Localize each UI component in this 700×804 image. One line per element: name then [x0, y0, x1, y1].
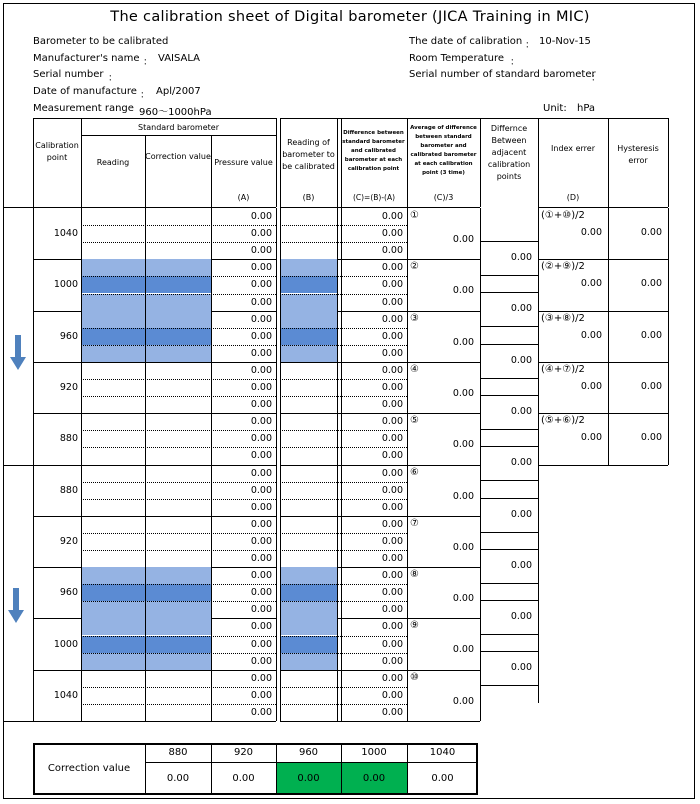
shaded-cell	[280, 653, 337, 670]
grid-line	[280, 208, 281, 721]
difference-value: 0.00	[381, 296, 403, 308]
shaded-cell	[81, 653, 211, 670]
adjacent-value: 0.00	[510, 354, 532, 366]
grid-line	[337, 118, 338, 207]
index-formula: (③+⑧)/2	[541, 312, 585, 324]
pressure-value: 0.00	[250, 228, 272, 240]
shaded-cell	[280, 584, 337, 601]
calibration-point: 1040	[53, 689, 78, 701]
room-temp-sep: ：	[510, 57, 520, 68]
index-error-value: 0.00	[580, 432, 602, 444]
correction-value: 0.00	[362, 773, 386, 784]
calibration-point: 920	[59, 382, 78, 393]
shaded-cell	[81, 276, 211, 293]
pressure-value: 0.00	[250, 672, 272, 684]
std-serial-label: Serial number of standard barometer	[409, 69, 596, 80]
grid-line	[538, 118, 539, 207]
serial-sep: ：	[108, 73, 118, 84]
unit-value: hPa	[577, 103, 596, 114]
pressure-value: 0.00	[250, 279, 272, 291]
pressure-value: 0.00	[250, 706, 272, 718]
grid-line	[145, 135, 146, 207]
grid-line	[480, 241, 538, 242]
grid-line	[480, 275, 538, 276]
calibration-point: 1040	[53, 228, 78, 240]
grid-line	[480, 326, 538, 327]
pressure-value: 0.00	[250, 604, 272, 616]
adjacent-value: 0.00	[510, 252, 532, 263]
difference-value: 0.00	[381, 587, 403, 599]
grid-line	[211, 135, 212, 207]
grid-line	[538, 259, 668, 260]
difference-value: 0.00	[381, 553, 403, 564]
hdr-difference: Difference between standard barometer and calibrated barometer at each calibration point	[342, 130, 405, 172]
adjacent-value: 0.00	[510, 611, 532, 623]
grid-line	[538, 413, 668, 414]
grid-line	[145, 762, 478, 763]
grid-line	[480, 118, 481, 207]
circle-number: ①	[410, 210, 419, 221]
pressure-value: 0.00	[250, 570, 272, 582]
correction-point: 1040	[429, 747, 456, 758]
average-value: 0.00	[452, 336, 474, 348]
manufacturer-sep: ：	[143, 57, 153, 68]
index-error-value: 0.00	[580, 278, 602, 290]
correction-point: 880	[168, 747, 188, 758]
pressure-value: 0.00	[250, 535, 272, 547]
circle-number: ⑥	[410, 466, 419, 478]
grid-line	[81, 135, 276, 136]
grid-line	[480, 446, 538, 447]
average-value: 0.00	[452, 644, 474, 656]
room-temp-label: Room Temperature	[409, 53, 504, 64]
pressure-value: 0.00	[250, 587, 272, 599]
grid-line	[33, 118, 34, 207]
cal-date-value: 10-Nov-15	[539, 36, 591, 47]
shaded-cell	[280, 311, 337, 328]
shaded-cell	[280, 328, 337, 345]
hdr-pressure-value: Pressure value	[214, 158, 273, 167]
pressure-value: 0.00	[250, 621, 272, 633]
grid-line	[480, 549, 538, 550]
difference-value: 0.00	[381, 382, 403, 393]
adjacent-value: 0.00	[510, 457, 532, 469]
average-value: 0.00	[452, 387, 474, 399]
difference-value: 0.00	[381, 416, 403, 428]
calibration-point: 920	[59, 535, 78, 547]
pressure-value: 0.00	[250, 450, 272, 462]
calibration-point: 1000	[53, 638, 78, 650]
index-formula: (②+⑨)/2	[541, 261, 585, 273]
hysteresis-value: 0.00	[640, 329, 662, 341]
pressure-value: 0.00	[250, 467, 272, 479]
difference-value: 0.00	[381, 245, 403, 257]
hdr-correction-value: Correction value	[145, 152, 211, 161]
manufacture-date-sep: ：	[140, 90, 150, 101]
difference-value: 0.00	[381, 433, 403, 445]
hdr-standard-barometer: Standard barometer	[138, 123, 219, 132]
cal-date-sep: ：	[525, 40, 535, 51]
tag-c: (C)=(B)-(A)	[352, 193, 396, 202]
grid-line	[608, 118, 609, 207]
std-serial-sep: ：	[591, 73, 601, 84]
difference-value: 0.00	[381, 313, 403, 325]
shaded-cell	[280, 276, 337, 293]
manufacture-date-value: Apl/2007	[156, 86, 201, 97]
shaded-cell	[81, 584, 211, 601]
serial-label: Serial number	[33, 69, 104, 80]
correction-value: 0.00	[166, 773, 190, 784]
difference-value: 0.00	[381, 518, 403, 530]
difference-value: 0.00	[381, 467, 403, 479]
pressure-value: 0.00	[250, 211, 272, 222]
grid-line	[341, 208, 342, 721]
hysteresis-value: 0.00	[640, 278, 662, 290]
adjacent-value: 0.00	[510, 405, 532, 417]
shaded-cell	[280, 567, 337, 584]
circle-number: ⑩	[410, 671, 419, 683]
grid-line	[538, 465, 668, 466]
index-formula: (④+⑦)/2	[541, 363, 585, 375]
grid-line	[280, 118, 281, 207]
grid-line	[480, 583, 538, 584]
difference-value: 0.00	[381, 211, 403, 222]
grid-line	[280, 118, 668, 119]
difference-value: 0.00	[381, 604, 403, 616]
pressure-value: 0.00	[250, 262, 272, 274]
grid-line	[341, 118, 342, 207]
calibration-point: 960	[59, 330, 78, 342]
hdr-hysteresis: Hysteresis error	[617, 144, 659, 165]
pressure-value: 0.00	[250, 364, 272, 376]
circle-number: ②	[410, 261, 419, 273]
pressure-value: 0.00	[250, 484, 272, 496]
range-label: Measurement range	[33, 103, 134, 114]
calibration-point: 880	[59, 433, 78, 445]
circle-number: ⑨	[410, 620, 419, 632]
difference-value: 0.00	[381, 570, 403, 582]
pressure-value: 0.00	[250, 330, 272, 342]
hdr-index-error: Index errer	[551, 144, 595, 153]
adjacent-value: 0.00	[510, 662, 532, 674]
pressure-value: 0.00	[250, 433, 272, 445]
pressure-value: 0.00	[250, 638, 272, 650]
shaded-cell	[81, 294, 211, 311]
grid-line	[668, 208, 669, 465]
correction-value: 0.00	[297, 773, 320, 784]
pressure-value: 0.00	[250, 655, 272, 667]
grid-line	[480, 480, 538, 481]
grid-line	[480, 429, 538, 430]
average-value: 0.00	[452, 593, 474, 605]
hdr-reading: Reading	[96, 158, 130, 167]
grid-line	[407, 208, 408, 721]
correction-point: 920	[233, 747, 254, 758]
difference-value: 0.00	[381, 330, 403, 342]
shaded-cell	[81, 636, 211, 653]
shaded-cell	[81, 601, 211, 618]
difference-value: 0.00	[381, 672, 403, 684]
grid-line	[276, 208, 277, 721]
grid-line	[538, 362, 668, 363]
grid-line	[480, 344, 538, 345]
hdr-reading-cal: Reading of barometer to be calibrated	[282, 138, 335, 171]
shaded-cell	[280, 618, 337, 635]
difference-value: 0.00	[381, 689, 403, 701]
tag-c3: (C)/3	[433, 193, 454, 202]
grid-line	[668, 118, 669, 207]
shaded-cell	[280, 636, 337, 653]
adjacent-value: 0.00	[510, 303, 532, 315]
grid-line	[480, 378, 538, 379]
pressure-value: 0.00	[250, 416, 272, 428]
hysteresis-value: 0.00	[640, 380, 662, 392]
circle-number: ④	[410, 363, 419, 375]
grid-line	[480, 498, 538, 499]
grid-line	[33, 208, 34, 721]
circle-number: ⑧	[410, 569, 419, 581]
cal-date-label: The date of calibration	[409, 36, 523, 47]
shaded-cell	[81, 567, 211, 584]
average-value: 0.00	[452, 439, 474, 451]
pressure-value: 0.00	[250, 501, 272, 513]
grid-line	[3, 721, 276, 722]
pressure-value: 0.00	[250, 553, 272, 564]
calibration-point: 880	[59, 484, 78, 496]
shaded-cell	[81, 345, 211, 362]
grid-line	[276, 118, 277, 207]
average-value: 0.00	[452, 234, 474, 246]
pressure-value: 0.00	[250, 296, 272, 308]
shaded-cell	[280, 601, 337, 618]
adjacent-value: 0.00	[510, 508, 532, 520]
grid-line	[81, 118, 82, 207]
manufacture-date-label: Date of manufacture	[33, 86, 137, 97]
grid-line	[3, 207, 33, 208]
index-formula: (⑤+⑥)/2	[541, 415, 585, 427]
tag-a: (A)	[237, 193, 250, 202]
difference-value: 0.00	[381, 501, 403, 513]
correction-point: 1000	[361, 747, 387, 758]
correction-value: 0.00	[232, 773, 255, 784]
grid-line	[538, 207, 668, 208]
down-arrow-icon	[8, 588, 24, 624]
shaded-cell	[280, 345, 337, 362]
grid-line	[480, 685, 538, 686]
circle-number: ⑦	[410, 517, 419, 529]
correction-label: Correction value	[47, 763, 131, 774]
pressure-value: 0.00	[250, 399, 272, 411]
barometer-label: Barometer to be calibrated	[33, 36, 169, 47]
index-formula: (①+⑩)/2	[541, 210, 585, 221]
pressure-value: 0.00	[250, 347, 272, 359]
grid-line	[33, 118, 276, 119]
shaded-cell	[81, 259, 211, 276]
manufacturer-value: VAISALA	[158, 53, 201, 64]
grid-line	[81, 208, 82, 721]
pressure-value: 0.00	[250, 382, 272, 393]
grid-line	[280, 721, 480, 722]
grid-line	[480, 600, 538, 601]
pressure-value: 0.00	[250, 689, 272, 701]
hdr-adjacent: Differnce Between adjacent calibration points	[487, 124, 531, 181]
grid-line	[538, 311, 668, 312]
manufacturer-label: Manufacturer's name	[33, 53, 140, 64]
difference-value: 0.00	[381, 484, 403, 496]
range-value: 960～1000hPa	[139, 107, 212, 118]
average-value: 0.00	[452, 541, 474, 553]
shaded-cell	[280, 294, 337, 311]
calibration-point: 960	[59, 587, 78, 599]
index-error-value: 0.00	[580, 227, 602, 238]
correction-value: 0.00	[431, 773, 454, 784]
index-error-value: 0.00	[580, 329, 602, 341]
difference-value: 0.00	[381, 450, 403, 462]
hdr-average: Average of difference between standard barometer and calibrated barometer at each calibration point (3 time)	[410, 125, 477, 176]
pressure-value: 0.00	[250, 245, 272, 257]
difference-value: 0.00	[381, 655, 403, 667]
grid-line	[480, 532, 538, 533]
pressure-value: 0.00	[250, 313, 272, 325]
difference-value: 0.00	[381, 347, 403, 359]
hdr-calibration-point: Calibration point	[35, 141, 79, 162]
grid-line	[145, 208, 146, 721]
calibration-point: 1000	[53, 279, 78, 291]
difference-value: 0.00	[381, 228, 403, 240]
difference-value: 0.00	[381, 535, 403, 547]
tag-b: (B)	[302, 193, 315, 202]
difference-value: 0.00	[381, 262, 403, 274]
shaded-cell	[81, 618, 211, 635]
grid-line	[480, 634, 538, 635]
difference-value: 0.00	[381, 399, 403, 411]
correction-point: 960	[298, 747, 319, 758]
average-value: 0.00	[452, 490, 474, 502]
hysteresis-value: 0.00	[640, 432, 662, 444]
difference-value: 0.00	[381, 364, 403, 376]
pressure-value: 0.00	[250, 518, 272, 530]
grid-line	[608, 208, 609, 465]
down-arrow-icon	[10, 335, 26, 371]
grid-line	[407, 118, 408, 207]
circle-number: ⑤	[410, 415, 419, 427]
adjacent-value: 0.00	[510, 559, 532, 571]
shaded-cell	[81, 311, 211, 328]
difference-value: 0.00	[381, 621, 403, 633]
grid-line	[211, 208, 212, 721]
grid-line	[480, 651, 538, 652]
hysteresis-value: 0.00	[640, 227, 662, 238]
average-value: 0.00	[452, 695, 474, 707]
difference-value: 0.00	[381, 638, 403, 650]
grid-line	[480, 395, 538, 396]
grid-line	[337, 208, 338, 721]
shaded-cell	[81, 328, 211, 345]
shaded-cell	[280, 259, 337, 276]
unit-label: Unit:	[543, 103, 567, 114]
page-title: The calibration sheet of Digital barometer (JICA Training in MIC)	[110, 9, 590, 25]
average-value: 0.00	[452, 285, 474, 297]
difference-value: 0.00	[381, 706, 403, 718]
circle-number: ③	[410, 312, 419, 324]
tag-d: (D)	[566, 193, 580, 202]
index-error-value: 0.00	[580, 380, 602, 392]
difference-value: 0.00	[381, 279, 403, 291]
grid-line	[480, 292, 538, 293]
